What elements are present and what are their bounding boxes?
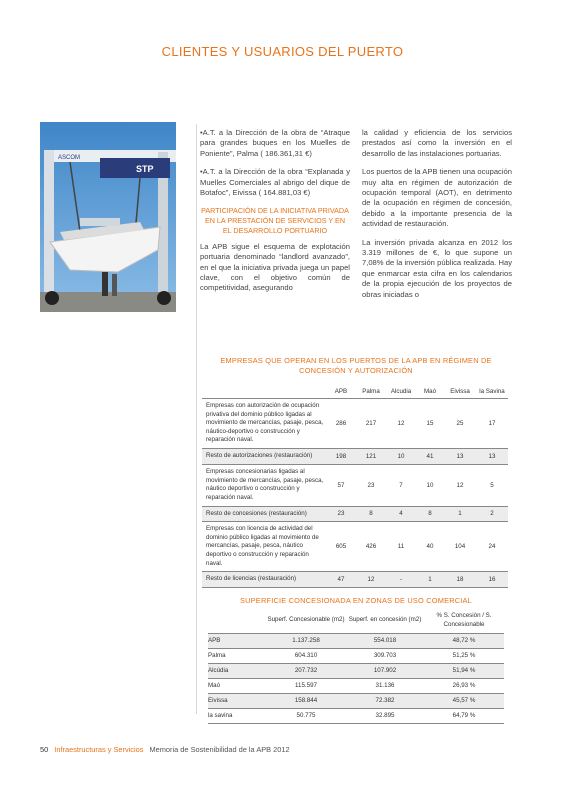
- table-row: Empresas con licencia de actividad del dominio público ligadas al movimiento de mercancías, pasaje, pesca, náutico deportivo o construcción y reparación naval. 605 426 11 40 104 24: [202, 522, 508, 572]
- table-row: Maó 115.597 31.136 26,93 %: [208, 678, 504, 693]
- table-row: Alcúdia 207.732 107.902 51,94 %: [208, 663, 504, 678]
- table-row: Empresas concesionarias ligadas al movimiento de mercancías, pasaje, pesca, náutico deportivo o construcción y reparación naval. 57 23 7 10 12 5: [202, 464, 508, 506]
- table-row: la savina 50.775 32.895 64,79 %: [208, 708, 504, 723]
- table-row: APB 1.137.258 554.018 48,72 %: [208, 633, 504, 648]
- col-header: Palma: [362, 387, 380, 395]
- col-header: Alcudia: [390, 387, 412, 395]
- col-header: Maó: [423, 387, 437, 395]
- table-row: Resto de concesiones (restauración) 23 8 4 8 1 2: [202, 506, 508, 522]
- page-number: 50: [40, 745, 49, 754]
- footer-section: Infraestructuras y Servicios: [54, 745, 144, 754]
- table1-title: EMPRESAS QUE OPERAN EN LOS PUERTOS DE LA APB EN RÉGIMEN DE CONCESIÓN Y AUTORIZACIÓN: [220, 356, 492, 375]
- column-divider: [196, 124, 197, 714]
- boat-lift-photo: [40, 122, 176, 312]
- col-header: Eivissa: [450, 387, 470, 395]
- col-header: % S. Concesión / S. Concesionable: [436, 612, 492, 628]
- table-row: Resto de licencias (restauración) 47 12 - 1 18 16: [202, 572, 508, 588]
- footer-report-title: Memoria de Sostenibilidad de la APB 2012: [149, 745, 290, 754]
- col-header: APB: [334, 387, 348, 395]
- text-column-2: [362, 128, 512, 308]
- bullet-item: •A.T. a la Dirección de la obra de “Atraque para grandes buques en los Muelles de Poniente”, Palma ( 186.361,31 €): [200, 128, 350, 158]
- table-row: Eivissa 158.844 72.382 45,57 %: [208, 693, 504, 708]
- ascom-logo-text: ASCOM: [58, 155, 81, 161]
- table2-title: SUPERFICIE CONCESIONADA EN ZONAS DE USO COMERCIAL: [240, 596, 472, 605]
- bullet-item: •A.T. a la Dirección de la obra “Explanada y Muelles Comerciales al abrigo del dique de Botafoc”, Eivissa ( 164.881,03 €): [200, 167, 350, 198]
- body-paragraph: Los puertos de la APB tienen una ocupación muy alta en régimen de autorización de ocupación temporal (AOT), en detrimento de la ocupación en régimen de concesión, debido a la importante presencia de la actividad de restauración.: [362, 167, 512, 229]
- table-row: Empresas con autorización de ocupación privativa del dominio público ligadas al movimiento de mercancías, pasaje, pesca, náutico-deportivo o construcción y reparación naval. 286 217 12 15 25 17: [202, 399, 508, 449]
- body-paragraph: La inversión privada alcanza en 2012 los 3.319 millones de €, lo que supone un 7,08% de la inversión pública realizada. Hay que enmarcar esta cifra en los calendarios de la propia ejecución de los proyectos de obras iniciadas o: [362, 237, 512, 299]
- table-row: Palma 604.310 309.703 51,25 %: [208, 648, 504, 663]
- col-header: la Savina: [479, 387, 505, 395]
- text-column-1: [200, 128, 350, 302]
- section-subheading: PARTICIPACIÓN DE LA INICIATIVA PRIVADA EN LA PRESTACIÓN DE SERVICIOS Y EN EL DESARROLLO PORTUARIO: [201, 206, 349, 236]
- stp-logo-text: STP: [136, 164, 154, 174]
- col-header: Superf. en concesión (m2): [348, 616, 422, 624]
- body-paragraph: la calidad y eficiencia de los servicios prestados así como la inversión en el desarrollo de las instalaciones portuarias.: [362, 128, 512, 158]
- page-title: CLIENTES Y USUARIOS DEL PUERTO: [161, 44, 404, 59]
- col-header: Superf. Concesionable (m2): [267, 616, 345, 624]
- concession-area-table: [208, 612, 504, 724]
- page-footer: [40, 745, 290, 754]
- concessions-table: [202, 384, 508, 588]
- body-paragraph: La APB sigue el esquema de explotación portuaria denominado “landlord avanzado”, en el que la iniciativa privada juega un papel clave, con el objetivo común de competitividad, asegurando: [200, 241, 350, 293]
- table-row: Resto de autorizaciones (restauración) 198 121 10 41 13 13: [202, 449, 508, 465]
